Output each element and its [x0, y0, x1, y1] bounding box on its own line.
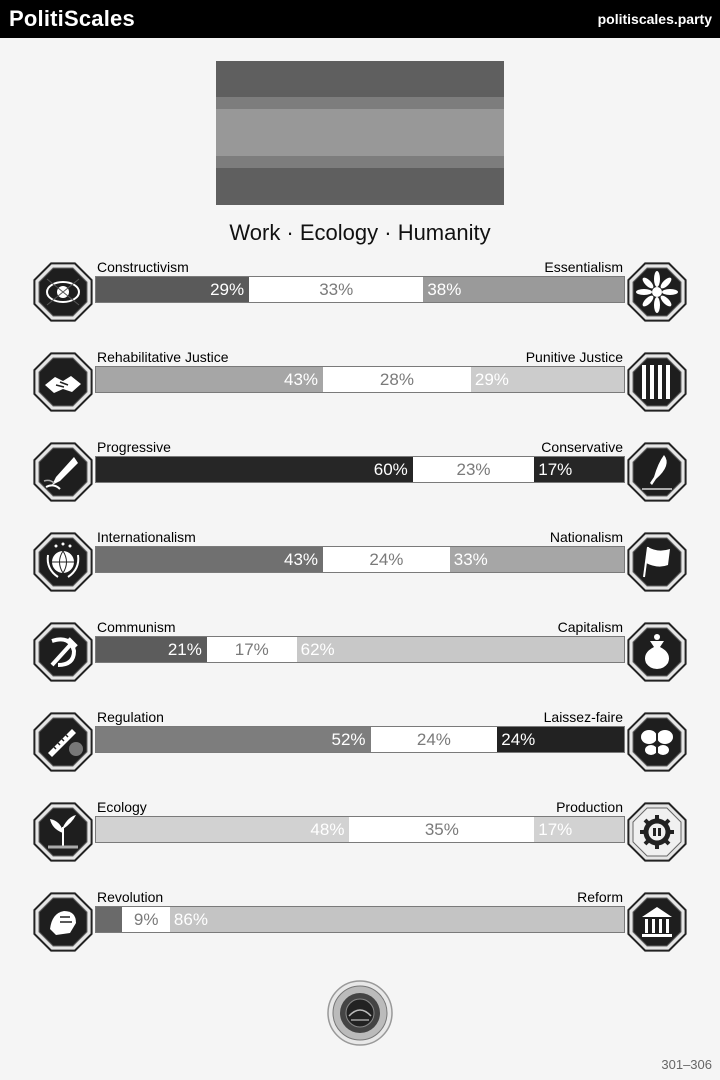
axis-right-segment: 17%: [534, 457, 624, 482]
fist-icon: [30, 889, 96, 955]
axis-right-label: Essentialism: [544, 259, 623, 275]
axis-left-label: Internationalism: [97, 529, 196, 545]
axis-row: [0, 259, 720, 329]
axis-right-segment: 38%: [423, 277, 624, 302]
axis-left-label: Constructivism: [97, 259, 189, 275]
axis-left-segment: 29%: [96, 277, 249, 302]
axis-left-segment: 60%: [96, 457, 413, 482]
axis-neutral-segment: 28%: [323, 367, 471, 392]
axis-right-label: Production: [556, 799, 623, 815]
axis-bar: [95, 816, 625, 843]
axis-row: [0, 799, 720, 869]
axis-left-label: Communism: [97, 619, 176, 635]
axis-neutral-segment: 9%: [122, 907, 170, 932]
axis-right-label: Capitalism: [557, 619, 623, 635]
axis-left-segment: [96, 907, 122, 932]
site-header: [0, 0, 720, 38]
axis-row: [0, 889, 720, 959]
axis-right-segment: 33%: [450, 547, 624, 572]
butterfly-icon: [624, 709, 690, 775]
plant-icon: [30, 799, 96, 865]
axis-left-label: Progressive: [97, 439, 171, 455]
axis-bar: [95, 366, 625, 393]
gear-icon: [624, 799, 690, 865]
axis-neutral-segment: 33%: [249, 277, 423, 302]
axis-neutral-segment: 35%: [349, 817, 534, 842]
axis-right-segment: 62%: [297, 637, 624, 662]
axis-right-segment: 29%: [471, 367, 624, 392]
axis-right-label: Reform: [577, 889, 623, 905]
axis-left-segment: 48%: [96, 817, 349, 842]
axis-bar: [95, 636, 625, 663]
site-url[interactable]: politiscales.party: [597, 11, 712, 27]
axis-left-segment: 21%: [96, 637, 207, 662]
axis-neutral-segment: 17%: [207, 637, 297, 662]
axis-row: [0, 439, 720, 509]
axis-left-label: Rehabilitative Justice: [97, 349, 229, 365]
flag-stripe: [216, 61, 504, 98]
axis-left-label: Ecology: [97, 799, 147, 815]
rocket-icon: [30, 439, 96, 505]
quill-icon: [624, 439, 690, 505]
axis-right-label: Nationalism: [549, 529, 623, 545]
axis-row: [0, 349, 720, 419]
flag-stripe: [216, 97, 504, 109]
handshake-icon: [30, 349, 96, 415]
axis-right-segment: 24%: [497, 727, 624, 752]
flag-stripe: [216, 109, 504, 157]
axes-code: 301–306: [661, 1057, 712, 1072]
flag-icon: [624, 529, 690, 595]
axis-row: [0, 529, 720, 599]
axis-row: [0, 709, 720, 779]
axis-neutral-segment: 23%: [413, 457, 534, 482]
eye-icon: [30, 259, 96, 325]
result-flag: [216, 61, 504, 205]
axis-left-segment: 43%: [96, 367, 323, 392]
flower-icon: [624, 259, 690, 325]
axis-bar: [95, 456, 625, 483]
axis-bar: [95, 276, 625, 303]
brand-title[interactable]: PolitiScales: [9, 6, 135, 31]
globe-laurel-icon: [30, 529, 96, 595]
axis-left-segment: 43%: [96, 547, 323, 572]
axis-right-segment: 17%: [534, 817, 624, 842]
axis-neutral-segment: 24%: [371, 727, 498, 752]
axis-neutral-segment: 24%: [323, 547, 450, 572]
flag-stripe: [216, 156, 504, 168]
axis-row: [0, 619, 720, 689]
axis-left-label: Regulation: [97, 709, 164, 725]
flag-stripe: [216, 168, 504, 205]
axis-right-label: Punitive Justice: [525, 349, 623, 365]
ruler-icon: [30, 709, 96, 775]
slogan: Work · Ecology · Humanity: [229, 220, 491, 245]
prison-bars-icon: [624, 349, 690, 415]
axis-left-label: Revolution: [97, 889, 164, 905]
money-bag-icon: [624, 619, 690, 685]
axis-bar: [95, 726, 625, 753]
axis-right-label: Laissez-faire: [543, 709, 623, 725]
axis-right-label: Conservative: [541, 439, 623, 455]
axis-left-segment: 52%: [96, 727, 371, 752]
hammer-sickle-icon: [30, 619, 96, 685]
temple-icon: [624, 889, 690, 955]
axis-bar: [95, 546, 625, 573]
axis-bar: [95, 906, 625, 933]
seal-icon: [327, 980, 393, 1046]
axis-right-segment: 86%: [170, 907, 624, 932]
